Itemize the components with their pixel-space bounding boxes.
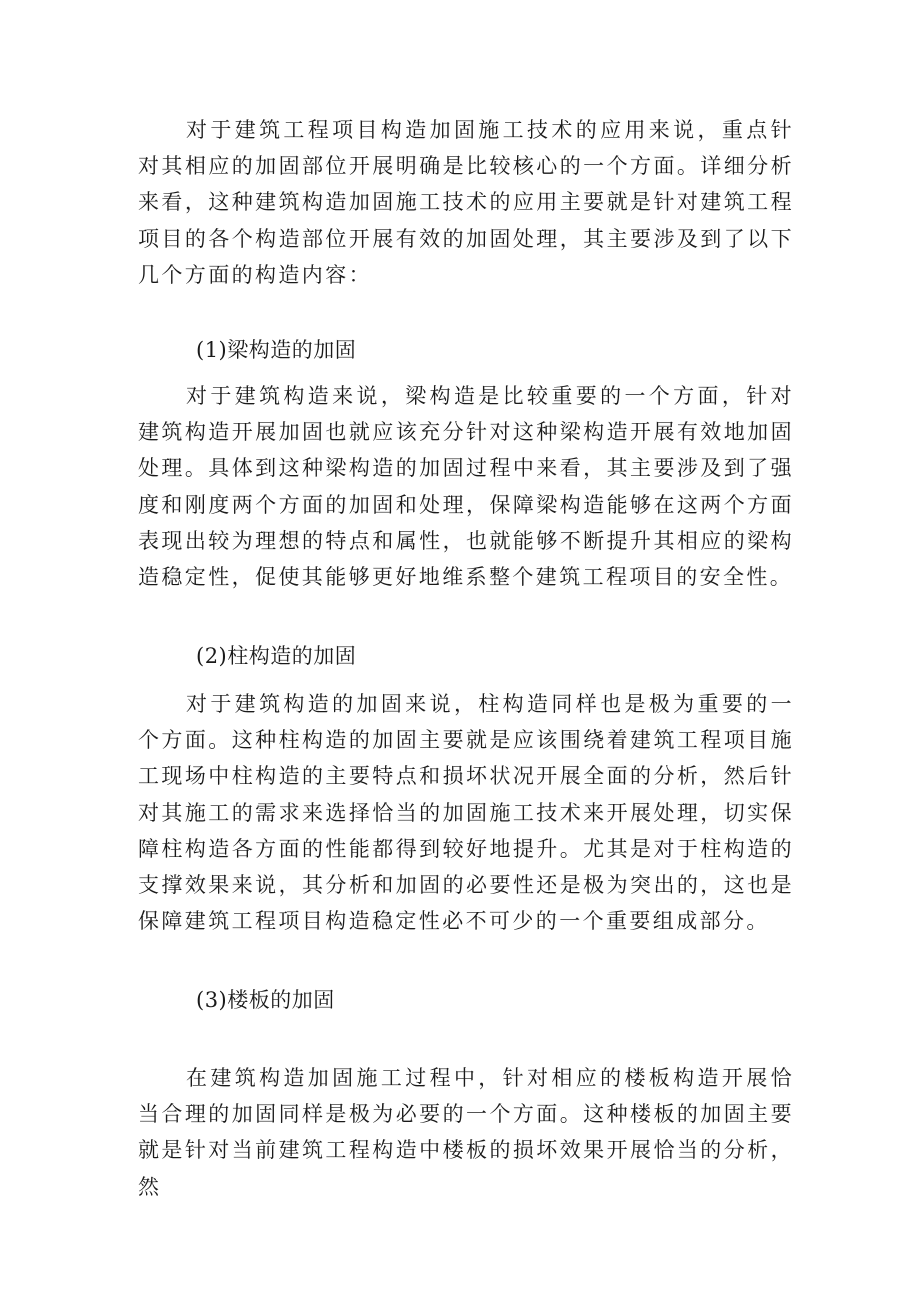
section-body-floor-slab: 在建筑构造加固施工过程中，针对相应的楼板构造开展恰当合理的加固同样是极为必要的一个方面。这种楼板的加固主要就是针对当前建筑工程构造中楼板的损坏效果开展恰当的分析，然 xyxy=(138,1066,794,1199)
section-body-column: 对于建筑构造的加固来说，柱构造同样也是极为重要的一个方面。这种柱构造的加固主要就是应该围绕着建筑工程项目施工现场中柱构造的主要特点和损坏状况开展全面的分析，然后针对其施工的需求来选择恰当的加固施工技术来开展处理，切实保障柱构造各方面的性能都得到较好地提升。尤其是对于柱构造的支撑效果来说，其分析和加固的必要性还是极为突出的，这也是保障建筑工程项目构造稳定性必不可少的一个重要组成部分。 xyxy=(138,692,794,934)
section-body-beam: 对于建筑构造来说，梁构造是比较重要的一个方面，针对建筑构造开展加固也就应该充分针对这种梁构造开展有效地加固处理。具体到这种梁构造的加固过程中来看，其主要涉及到了强度和刚度两个方面的加固和处理，保障梁构造能够在这两个方面表现出较为理想的特点和属性，也就能够不断提升其相应的梁构造稳定性，促使其能够更好地维系整个建筑工程项目的安全性。 xyxy=(138,384,794,590)
section-heading-floor-slab: (3)楼板的加固 xyxy=(196,988,335,1012)
section-heading-beam: (1)梁构造的加固 xyxy=(196,338,357,362)
section-heading-column: (2)柱构造的加固 xyxy=(196,644,357,668)
intro-paragraph: 对于建筑工程项目构造加固施工技术的应用来说，重点针对其相应的加固部位开展明确是比较核心的一个方面。详细分析来看，这种建筑构造加固施工技术的应用主要就是针对建筑工程项目的各个构造部位开展有效的加固处理，其主要涉及到了以下几个方面的构造内容： xyxy=(138,118,794,287)
